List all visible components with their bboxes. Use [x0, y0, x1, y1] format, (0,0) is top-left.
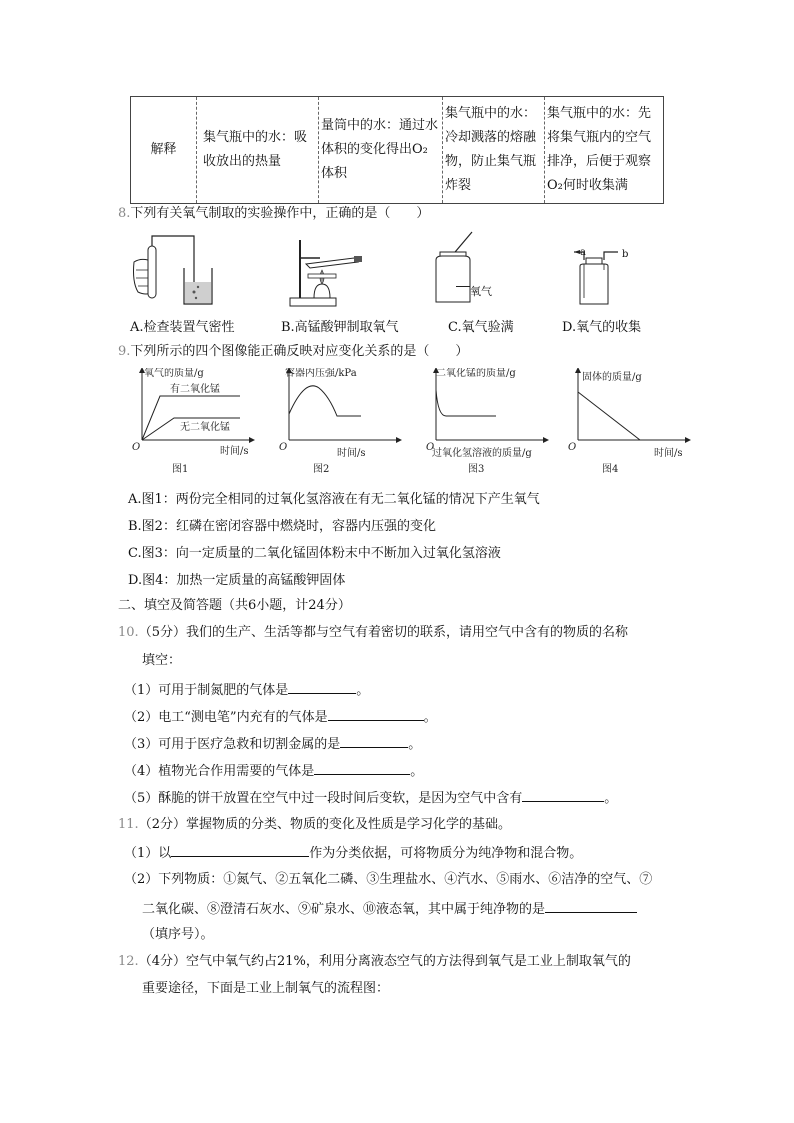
graph-3: [424, 368, 554, 478]
graph2-xlabel: 时间/s: [337, 448, 366, 459]
graph3-xlabel: 过氧化氢溶液的质量/g: [432, 448, 532, 459]
q9-option-a[interactable]: A.图1：两份完全相同的过氧化氢溶液在有无二氧化锰的情况下产生氧气: [128, 492, 540, 507]
question-12-stem-2: 重要途径，下面是工业上制氧气的流程图：: [142, 981, 390, 996]
graph1-origin: O: [132, 442, 141, 453]
figure-kmno4-heating: [286, 234, 366, 308]
graph3-origin: O: [426, 442, 435, 453]
q10-blank-4[interactable]: [314, 761, 410, 775]
table-cell-1: 集气瓶中的水：吸收放出的热量: [203, 130, 308, 169]
q9-option-c[interactable]: C.图3：向一定质量的二氧化锰固体粉末中不断加入过氧化氢溶液: [128, 546, 501, 561]
question-9-stem: 9.下列所示的四个图像能正确反映对应变化关系的是（ ）: [118, 344, 469, 359]
q10-item-3: （3）可用于医疗急救和切割金属的是 。: [124, 734, 421, 754]
question-10-stem-2: 填空：: [142, 653, 182, 668]
figure-oxygen-collection: [570, 248, 630, 308]
explanation-table: [130, 96, 664, 204]
q9-option-b[interactable]: B.图2：红磷在密闭容器中燃烧时，容器内压强的变化: [128, 519, 436, 534]
q10-item-1: （1）可用于制氮肥的气体是 。: [124, 680, 369, 700]
q8-option-a[interactable]: A.检查装置气密性: [130, 320, 235, 335]
label-oxygen: 氧气: [470, 285, 492, 298]
q8-option-c[interactable]: C.氧气验满: [448, 320, 514, 335]
graph3-ylabel: 二氧化锰的质量/g: [436, 368, 516, 379]
section-2-title: 二、填空及简答题（共6小题，计24分）: [118, 598, 351, 613]
graph2-caption: 图2: [313, 464, 330, 475]
question-10-stem: 10.（5分）我们的生产、生活等都与空气有着密切的联系，请用空气中含有的物质的名称: [118, 625, 628, 640]
graph-4: [566, 368, 696, 478]
q10-item-2: （2）电工“测电笔”内充有的气体是 。: [124, 707, 437, 727]
graph-1: [130, 368, 260, 478]
q8-option-d[interactable]: D.氧气的收集: [562, 320, 642, 335]
table-cell-4: 集气瓶中的水：先将集气瓶内的空气排净，后便于观察O₂何时收集满: [547, 106, 652, 193]
q11-item-1: （1）以 作为分类依据，可将物质分为纯净物和混合物。: [124, 843, 582, 863]
q11-item-2-line-1: （2）下列物质：①氮气、②五氧化二磷、③生理盐水、④汽水、⑤雨水、⑥洁净的空气、⑦: [124, 872, 653, 887]
q8-option-b[interactable]: B.高锰酸钾制取氧气: [281, 320, 399, 335]
graph4-ylabel: 固体的质量/g: [582, 372, 642, 383]
label-a: a: [580, 247, 586, 258]
q10-blank-3[interactable]: [340, 734, 408, 748]
q10-blank-2[interactable]: [328, 707, 424, 721]
q11-blank-1[interactable]: [171, 843, 309, 857]
graph1-caption: 图1: [172, 464, 189, 475]
question-12-stem: 12.（4分）空气中氧气约占21%，利用分离液态空气的方法得到氧气是工业上制取氧气的: [118, 954, 631, 969]
table-cell-2: 量筒中的水：通过水体积的变化得出O₂体积: [321, 118, 439, 181]
q10-blank-5[interactable]: [522, 788, 604, 802]
graph1-xlabel: 时间/s: [220, 446, 249, 457]
graph2-origin: O: [279, 442, 288, 453]
question-11-stem: 11.（2分）掌握物质的分类、物质的变化及性质是学习化学的基础。: [118, 817, 511, 832]
graph1-curve1: 有二氧化锰: [170, 384, 220, 395]
graph2-ylabel: 容器内压强/kPa: [285, 368, 357, 379]
q11-item-2-line-2: 二氧化碳、⑧澄清石灰水、⑨矿泉水、⑩液态氧，其中属于纯净物的是: [142, 899, 637, 919]
graph-2: [277, 368, 407, 478]
graph3-caption: 图3: [468, 464, 485, 475]
table-cell-3: 集气瓶中的水：冷却溅落的熔融物，防止集气瓶炸裂: [445, 106, 537, 193]
label-b: b: [622, 249, 629, 260]
table-header-cell: 解释: [150, 142, 177, 157]
graph1-ylabel: 氧气的质量/g: [144, 368, 204, 379]
q9-option-d[interactable]: D.图4：加热一定质量的高锰酸钾固体: [128, 573, 346, 588]
graph4-caption: 图4: [602, 464, 619, 475]
graph1-curve2: 无二氧化锰: [180, 422, 230, 433]
q11-blank-2[interactable]: [545, 899, 637, 913]
q11-item-2-line-3: （填序号）。: [142, 927, 214, 942]
question-8-stem: 8.下列有关氧气制取的实验操作中，正确的是（ ）: [118, 206, 430, 221]
q10-blank-1[interactable]: [288, 680, 356, 694]
graph4-xlabel: 时间/s: [654, 448, 683, 459]
figure-airtight-check: [126, 232, 226, 310]
graph4-origin: O: [568, 442, 577, 453]
q10-item-5: （5）酥脆的饼干放置在空气中过一段时间后变软，是因为空气中含有 。: [124, 788, 617, 808]
q10-item-4: （4）植物光合作用需要的气体是 。: [124, 761, 423, 781]
